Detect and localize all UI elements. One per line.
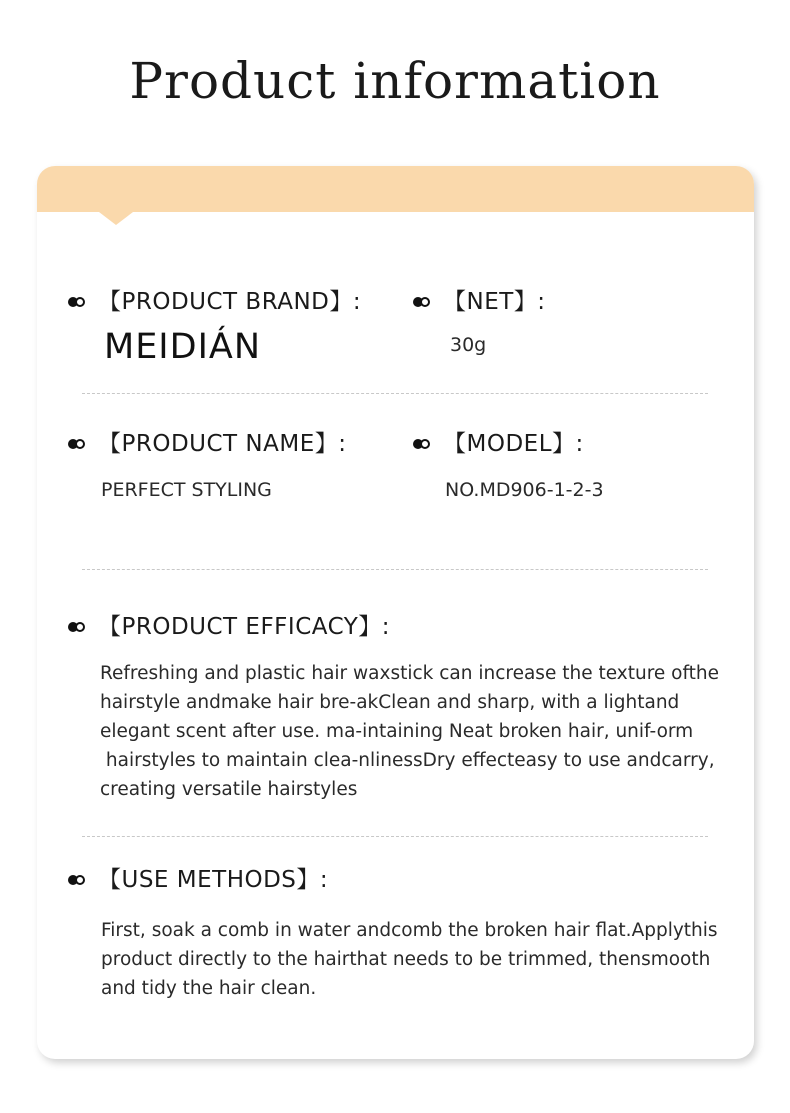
efficacy-line: creating versatile hairstyles — [100, 779, 358, 800]
double-dot-bullet-icon — [413, 438, 431, 450]
brand-value: MEIDIÁN — [104, 327, 262, 367]
card-header-band — [37, 166, 754, 212]
net-value: 30g — [450, 334, 487, 356]
double-dot-bullet-icon — [68, 438, 86, 450]
use-methods-line: and tidy the hair clean. — [101, 978, 317, 999]
use-methods-line: product directly to the hairthat needs to be trimmed, thensmooth — [101, 949, 711, 970]
double-dot-bullet-icon — [68, 296, 86, 308]
double-dot-bullet-icon — [413, 296, 431, 308]
use-methods-label: 【USE METHODS】: — [98, 867, 329, 893]
efficacy-line: Refreshing and plastic hair waxstick can increase the texture ofthe — [100, 663, 720, 684]
card-pointer-icon — [99, 212, 133, 225]
model-value: NO.MD906-1-2-3 — [445, 479, 604, 501]
use-methods-text — [101, 916, 741, 1003]
net-label: 【NET】: — [443, 289, 546, 315]
product-name-label: 【PRODUCT NAME】: — [98, 431, 347, 457]
use-methods-line: First, soak a comb in water andcomb the broken hair flat.Applythis — [101, 920, 718, 941]
efficacy-line: hairstyle andmake hair bre-akClean and sharp, with a lightand — [100, 692, 680, 713]
efficacy-text — [100, 659, 740, 804]
double-dot-bullet-icon — [68, 621, 86, 633]
efficacy-label: 【PRODUCT EFFICACY】: — [98, 614, 391, 640]
divider — [82, 569, 708, 570]
efficacy-line: hairstyles to maintain clea-nlinessDry effecteasy to use andcarry, — [100, 750, 715, 771]
product-name-value: PERFECT STYLING — [101, 479, 272, 501]
efficacy-line: elegant scent after use. ma-intaining Neat broken hair, unif-orm — [100, 721, 694, 742]
divider — [82, 836, 708, 837]
divider — [82, 393, 708, 394]
page-title: Product information — [129, 52, 661, 110]
double-dot-bullet-icon — [68, 874, 86, 886]
brand-label: 【PRODUCT BRAND】: — [98, 289, 362, 315]
model-label: 【MODEL】: — [443, 431, 584, 457]
